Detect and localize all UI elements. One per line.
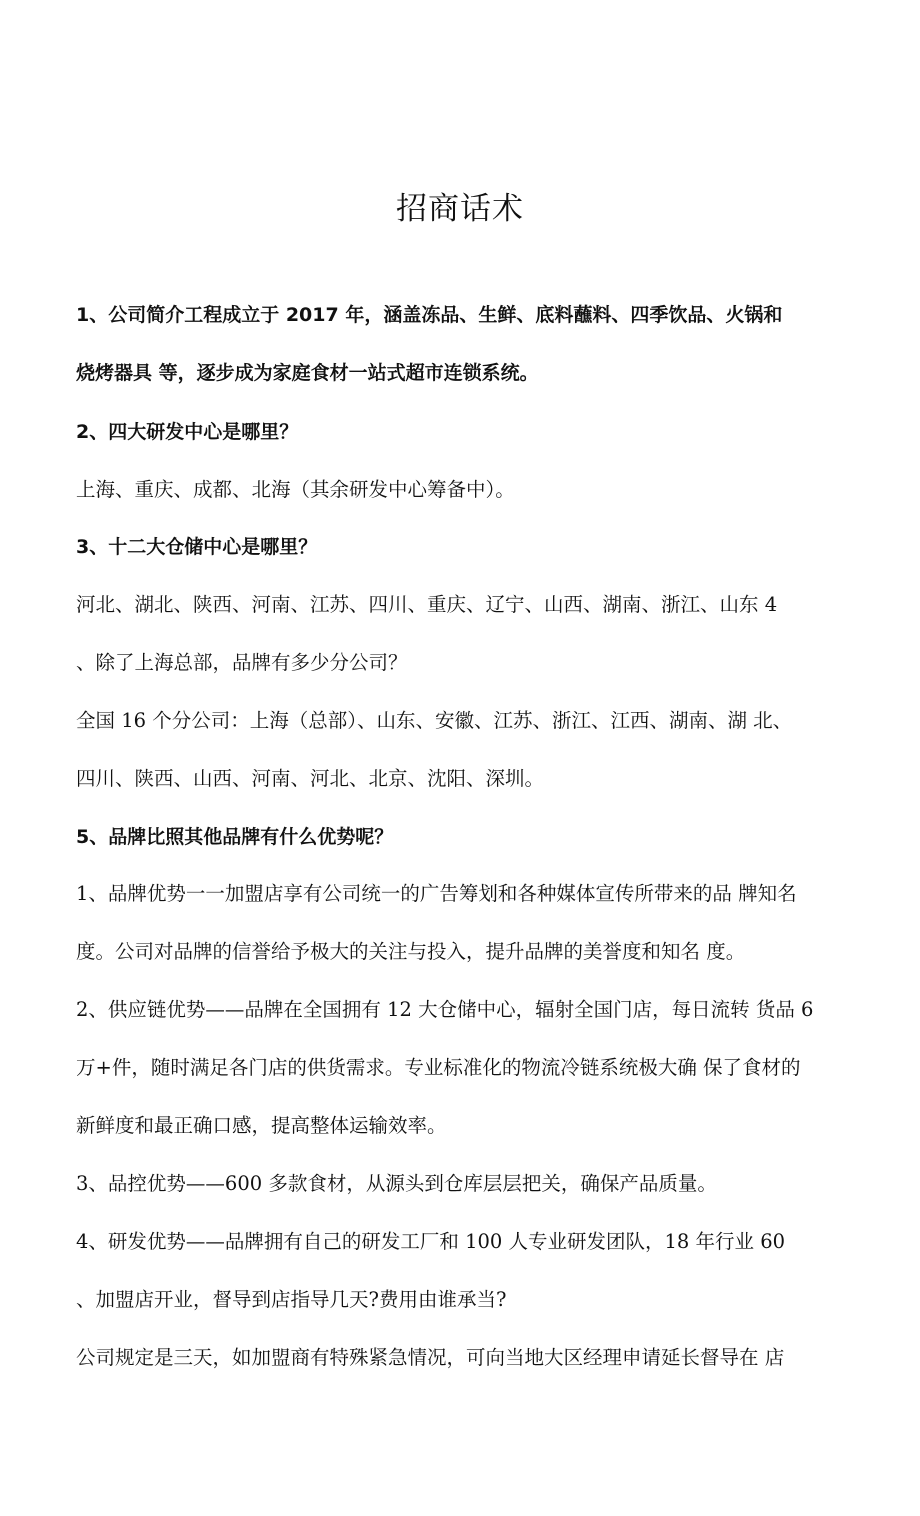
section-4-heading: 、除了上海总部，品牌有多少分公司？: [76, 651, 408, 674]
advantage-brand: 1、品牌优势一一加盟店享有公司统一的广告筹划和各种媒体宣传所带来的品 牌知名: [76, 882, 797, 905]
advantage-quality-control: 3、品控优势——600 多款食材，从源头到仓库层层把关，确保产品质量。: [76, 1172, 717, 1195]
section-6-answer: 公司规定是三天，如加盟商有特殊紧急情况，可向当地大区经理申请延长督导在 店: [76, 1346, 785, 1369]
section-4-answer: 全国 16 个分公司：上海（总部）、山东、安徽、江苏、浙江、江西、湖南、湖 北、: [76, 709, 793, 732]
section-2-heading: 2、四大研发中心是哪里？: [76, 421, 299, 443]
section-1-heading: 1、公司简介工程成立于 2017 年，涵盖冻品、生鲜、底料蘸料、四季饮品、火锅和: [76, 304, 783, 326]
advantage-supply-chain-cont-2: 新鲜度和最正确口感，提高整体运输效率。: [76, 1114, 447, 1137]
page-title: 招商话术: [396, 191, 524, 227]
section-5-heading: 5、品牌比照其他品牌有什么优势呢？: [76, 826, 394, 848]
section-3-answer: 河北、湖北、陕西、河南、江苏、四川、重庆、辽宁、山西、湖南、浙江、山东 4: [76, 593, 778, 616]
advantage-rnd: 4、研发优势——品牌拥有自己的研发工厂和 100 人专业研发团队，18 年行业 60: [76, 1230, 786, 1253]
section-4-answer-cont: 四川、陕西、山西、河南、河北、北京、沈阳、深圳。: [76, 767, 545, 790]
section-1-heading-cont: 烧烤器具 等，逐步成为家庭食材一站式超市连锁系统。: [76, 362, 539, 384]
section-3-heading: 3、十二大仓储中心是哪里？: [76, 536, 318, 558]
section-2-answer: 上海、重庆、成都、北海（其余研发中心筹备中）。: [76, 478, 515, 501]
section-6-heading: 、加盟店开业，督导到店指导几天?费用由谁承当?: [76, 1288, 507, 1311]
advantage-brand-cont: 度。公司对品牌的信誉给予极大的关注与投入，提升品牌的美誉度和知名 度。: [76, 940, 746, 963]
advantage-supply-chain: 2、供应链优势——品牌在全国拥有 12 大仓储中心，辐射全国门店，每日流转 货品 6: [76, 998, 814, 1021]
advantage-supply-chain-cont: 万+件，随时满足各门店的供货需求。专业标准化的物流冷链系统极大确 保了食材的: [76, 1056, 801, 1079]
